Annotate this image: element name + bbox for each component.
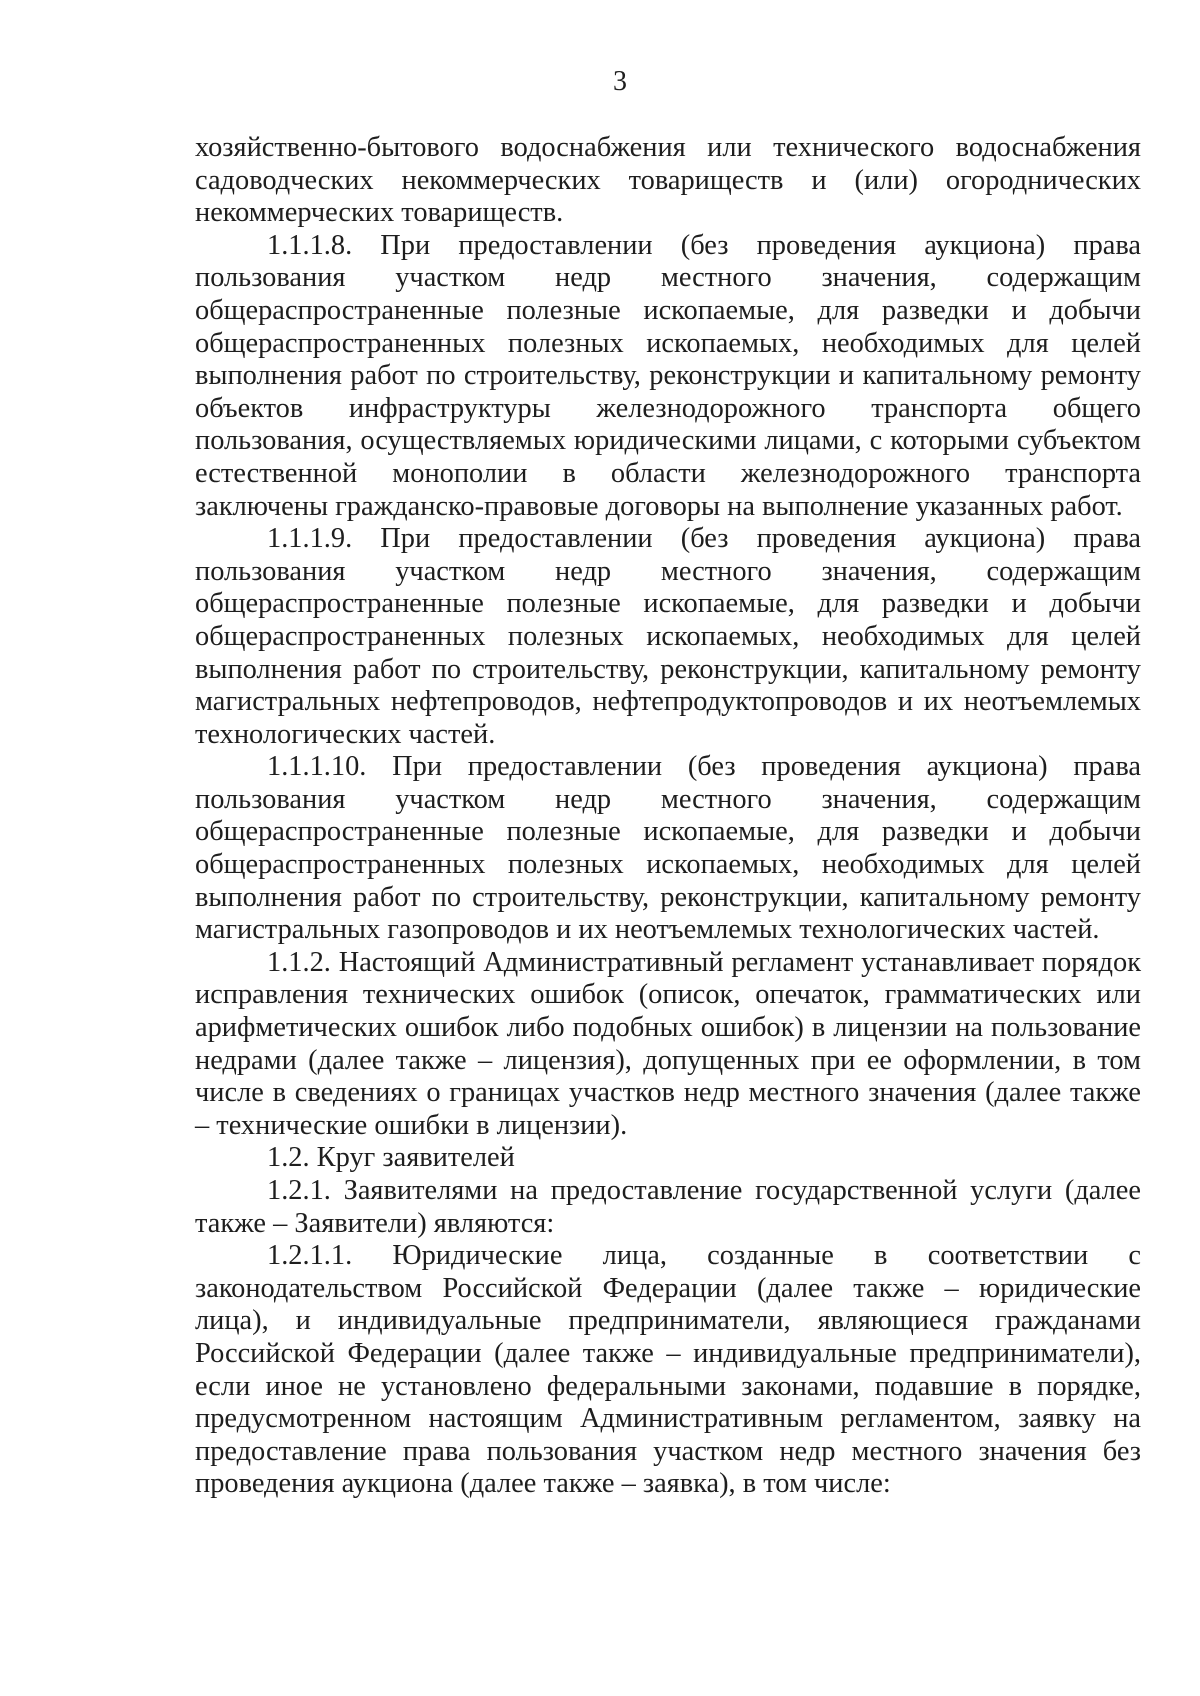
paragraph-1-1-1-10: 1.1.1.10. При предоставлении (без проведения аукциона) права пользования участком недр местного значения, содержащим общераспространенные полезные ископаемые, для разведки и добычи общераспространенных полезных ископаемых, необходимых для целей выполнения работ по строительству, реконструкции, капитальному ремонту магистральных газопроводов и их неотъемлемых технологических частей.	[195, 751, 1141, 946]
page-number: 3	[613, 66, 627, 97]
document-body	[195, 132, 1141, 1501]
paragraph-1-2-1: 1.2.1. Заявителями на предоставление государственной услуги (далее также – Заявители) являются:	[195, 1175, 1141, 1239]
paragraph-1-1-1-9: 1.1.1.9. При предоставлении (без проведения аукциона) права пользования участком недр местного значения, содержащим общераспространенные полезные ископаемые, для разведки и добычи общераспространенных полезных ископаемых, необходимых для целей выполнения работ по строительству, реконструкции, капитальному ремонту магистральных нефтепроводов, нефтепродуктопроводов и их неотъемлемых технологических частей.	[195, 523, 1141, 750]
paragraph-1-1-1-8: 1.1.1.8. При предоставлении (без проведения аукциона) права пользования участком недр местного значения, содержащим общераспространенные полезные ископаемые, для разведки и добычи общераспространенных полезных ископаемых, необходимых для целей выполнения работ по строительству, реконструкции и капитальному ремонту объектов инфраструктуры железнодорожного транспорта общего пользования, осуществляемых юридическими лицами, с которыми субъектом естественной монополии в области железнодорожного транспорта заключены гражданско-правовые договоры на выполнение указанных работ.	[195, 229, 1141, 522]
paragraph-1-2-1-1: 1.2.1.1. Юридические лица, созданные в соответствии с законодательством Российской Федерации (далее также – юридические лица), и индивидуальные предприниматели, являющиеся гражданами Российской Федерации (далее также – индивидуальные предприниматели), если иное не установлено федеральными законами, подавшие в порядке, предусмотренном настоящим Административным регламентом, заявку на предоставление права пользования участком недр местного значения без проведения аукциона (далее также – заявка), в том числе:	[195, 1240, 1141, 1500]
paragraph-1-1-2: 1.1.2. Настоящий Административный регламент устанавливает порядок исправления технических ошибок (описок, опечаток, грамматических или арифметических ошибок либо подобных ошибок) в лицензии на пользование недрами (далее также – лицензия), допущенных при ее оформлении, в том числе в сведениях о границах участков недр местного значения (далее также – технические ошибки в лицензии).	[195, 946, 1141, 1141]
section-heading-1-2: 1.2. Круг заявителей	[267, 1142, 515, 1174]
paragraph-continuation: хозяйственно-бытового водоснабжения или технического водоснабжения садоводческих некоммерческих товариществ и (или) огороднических некоммерческих товариществ.	[195, 132, 1141, 229]
